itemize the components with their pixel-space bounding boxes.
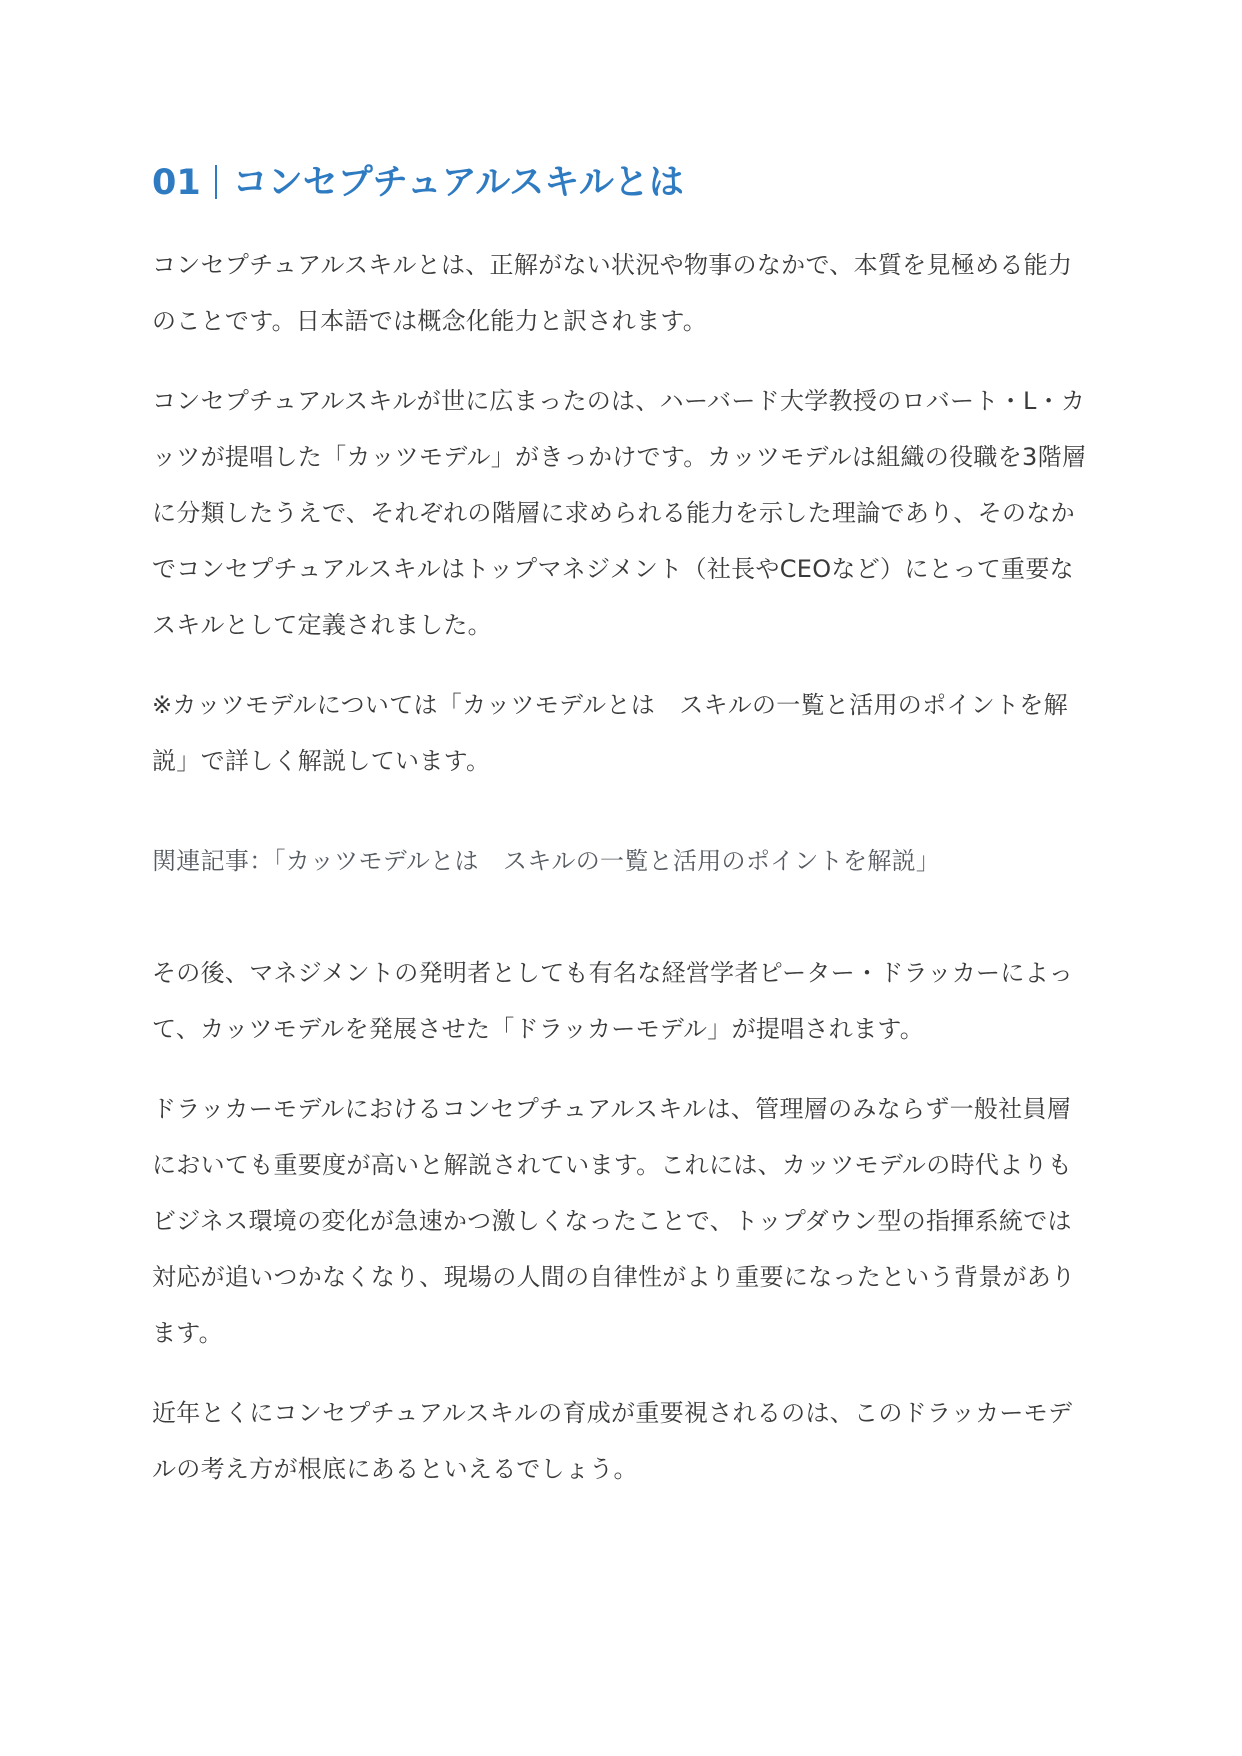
section-number: 01	[152, 163, 201, 203]
paragraph-conclusion: 近年とくにコンセプチュアルスキルの育成が重要視されるのは、このドラッカーモデルの考え方が根底にあるといえるでしょう。	[152, 1399, 1073, 1483]
paragraph-drucker-detail: ドラッカーモデルにおけるコンセプチュアルスキルは、管理層のみならず一般社員層においても重要度が高いと解説されています。これには、カッツモデルの時代よりもビジネス環境の変化が急速かつ激しくなったことで、トップダウン型の指揮系統では対応が追いつかなくなり、現場の人間の自律性がより重要になったという背景があります。	[152, 1095, 1076, 1347]
paragraph-katz-note: ※カッツモデルについては「カッツモデルとは スキルの一覧と活用のポイントを解説」で詳しく解説しています。	[152, 691, 1068, 775]
paragraph-katz-model: コンセプチュアルスキルが世に広まったのは、ハーバード大学教授のロバート・L・カッツが提唱した「カッツモデル」がきっかけです。カッツモデルは組織の役職を3階層に分類したうえで、それぞれの階層に求められる能力を示した理論であり、そのなかでコンセプチュアルスキルはトップマネジメント（社長やCEOなど）にとって重要なスキルとして定義されました。	[152, 387, 1087, 639]
related-article-link[interactable]: 関連記事：「カッツモデルとは スキルの一覧と活用のポイントを解説」	[152, 847, 941, 875]
paragraph-definition: コンセプチュアルスキルとは、正解がない状況や物事のなかで、本質を見極める能力のことです。日本語では概念化能力と訳されます。	[152, 251, 1073, 335]
heading-separator	[215, 165, 217, 199]
section-heading	[152, 155, 1092, 211]
paragraph-drucker-model: その後、マネジメントの発明者としても有名な経営学者ピーター・ドラッカーによって、カッツモデルを発展させた「ドラッカーモデル」が提唱されます。	[152, 959, 1074, 1043]
section-title: コンセプチュアルスキルとは	[232, 163, 684, 203]
document-page	[152, 155, 1092, 1521]
